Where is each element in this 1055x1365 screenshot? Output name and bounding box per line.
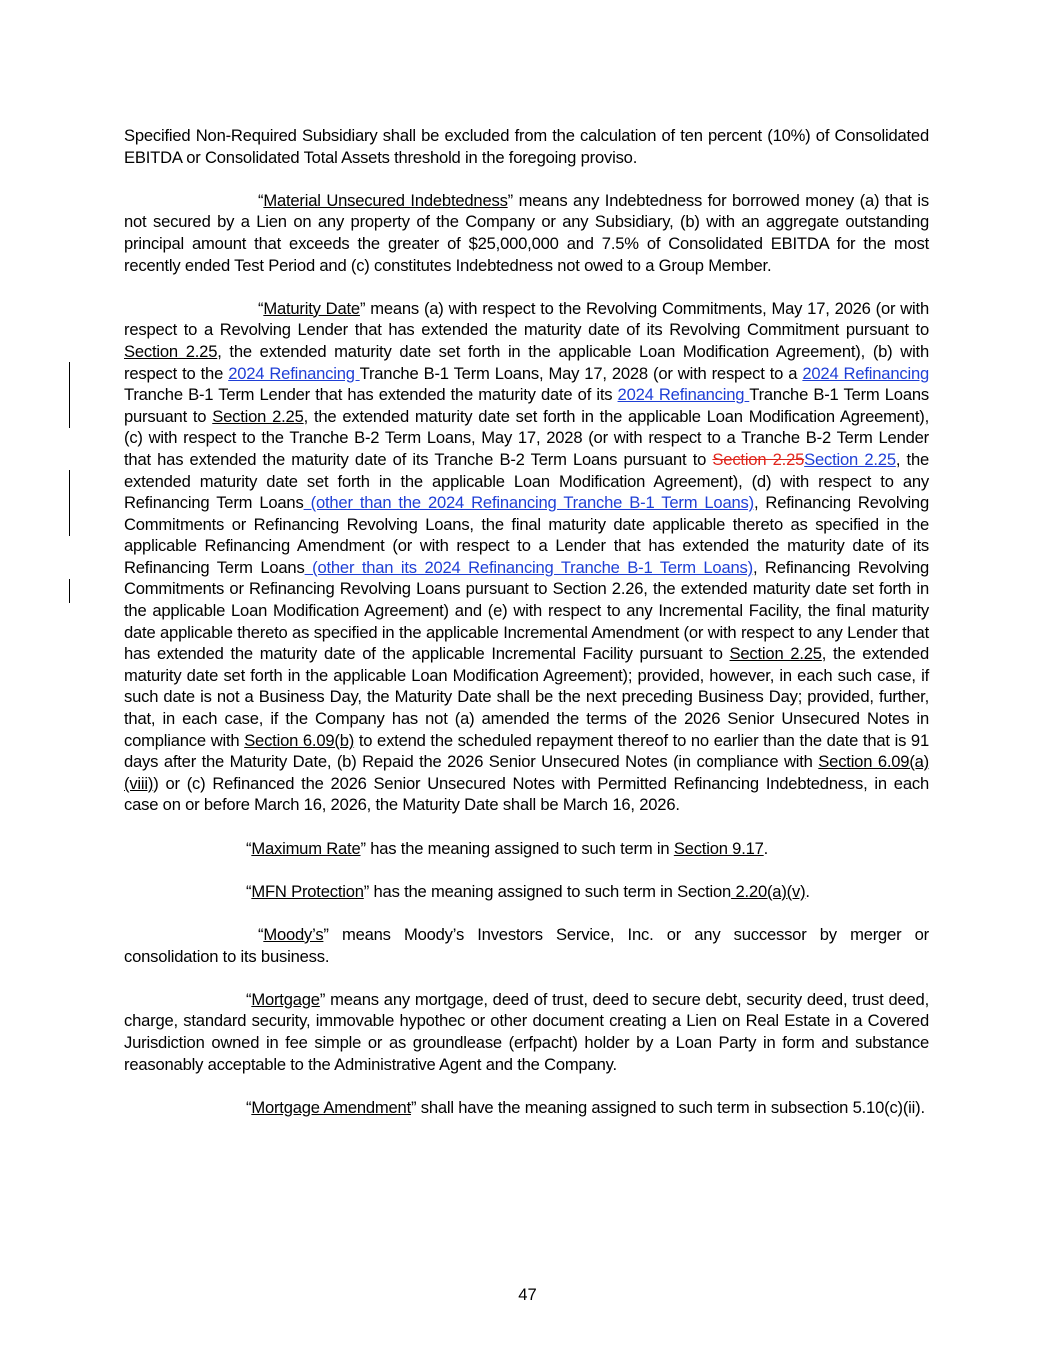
definition-mortgage-amendment: “Mortgage Amendment” shall have the meaning assigned to such term in subsection 5.10(c)(ii). <box>246 1097 925 1117</box>
section-reference: Section 6.09(b) <box>244 730 355 750</box>
section-reference: Section 9.17 <box>673 838 764 858</box>
defined-term: Moody’s <box>263 924 324 944</box>
definition-mfn-protection: “MFN Protection” has the meaning assigned to such term in Section 2.20(a)(v). <box>246 881 810 901</box>
definition-maturity-date: “Maturity Date” means (a) with respect to the Revolving Commitments, May 17, 2026 (or with respect to a Revolving Lender that has extended the maturity date of its Revolving Commitment pursuant to Section 2.25, the extended maturity date set forth in the applicable Loan Modification Agreement), (b) with respect to the 2024 Refinancing Tranche B-1 Term Loans, May 17, 2028 (or with respect to a 2024 Refinancing Tranche B-1 Term Lender that has extended the maturity date of its 2024 Refinancing Tranche B-1 Term Loans pursuant to Section 2.25, the extended maturity date set forth in the applicable Loan Modification Agreement), (c) with respect to the Tranche B-2 Term Loans, May 17, 2028 (or with respect to a Tranche B-2 Term Lender that has extended the maturity date of its Tranche B-2 Term Loans pursuant to Section 2.25Section 2.25, the extended maturity date set forth in the applicable Loan Modification Agreement), (d) with respect to any Refinancing Term Loans (other than the 2024 Refinancing Tranche B-1 Term Loans), Refinancing Revolving Commitments or Refinancing Revolving Loans, the final maturity date applicable thereto as specified in the applicable Refinancing Amendment (or with respect to a Lender that has extended the maturity date of its Refinancing Term Loans (other than its 2024 Refinancing Tranche B-1 Term Loans), Refinancing Revolving Commitments or Refinancing Revolving Loans pursuant to Section 2.26, the extended maturity date set forth in the applicable Loan Modification Agreement) and (e) with respect to any Incremental Facility, the final maturity date applicable thereto as specified in the applicable Incremental Amendment (or with respect to any Lender that has extended the maturity date of the applicable Incremental Facility pursuant to Section 2.25, the extended maturity date set forth in the applicable Loan Modification Agreement); provided, however, in each such case, if such date is not a Business Day, the Maturity Date shall be the next preceding Business Day; provided, further, that, in each case, if the Company has not (a) amended the terms of the 2026 Senior Unsecured Notes in compliance with Section 6.09(b) to extend the scheduled repayment thereof to no earlier than the date that is 91 days after the Maturity Date, (b) Repaid the 2026 Senior Unsecured Notes (in compliance with Section 6.09(a)(viii)) or (c) Refinanced the 2026 Senior Unsecured Notes with Permitted Refinancing Indebtedness, in each case on or before March 16, 2026, the Maturity Date shall be March 16, 2026. <box>124 298 930 815</box>
change-bar <box>69 362 70 428</box>
paragraph-text: Specified Non-Required Subsidiary shall be excluded from the calculation of ten percent (10%) of Consolidated EBITDA or Consolidated Total Assets threshold in the foregoing proviso. <box>124 126 929 167</box>
section-reference: Section 2.25 <box>729 644 822 664</box>
definition-material-unsecured-indebtedness: “Material Unsecured Indebtedness” means any Indebtedness for borrowed money (a) that is not secured by a Lien on any property of the Company or any Subsidiary, (b) with an aggregate outstanding principal amount that exceeds the greater of $25,000,000 and 7.5% of Consolidated EBITDA for the most recently ended Test Period and (c) constitutes Indebtedness not owed to a Group Member. <box>124 190 929 275</box>
inserted-text: 2024 Refinancing <box>617 385 750 405</box>
defined-term: Maturity Date <box>263 298 360 318</box>
inserted-text: 2024 Refinancing <box>228 363 360 383</box>
defined-term: MFN Protection <box>251 881 364 901</box>
page-number: 47 <box>518 1285 537 1304</box>
section-reference: 2.20(a)(v) <box>731 881 806 901</box>
defined-term: Material Unsecured Indebtedness <box>263 190 508 210</box>
document-body <box>124 125 929 1140</box>
paragraph-proviso-continuation <box>124 125 929 168</box>
inserted-text: (other than its 2024 Refinancing Tranche B-1 Term Loans) <box>304 557 753 577</box>
inserted-text: Section 2.25 <box>804 449 896 469</box>
section-reference: Section 2.25 <box>124 341 218 361</box>
deleted-text: Section 2.25 <box>712 449 805 469</box>
definition-moodys: “Moody’s” means Moody’s Investors Service, Inc. or any successor by merger or consolidation to its business. <box>124 924 929 966</box>
defined-term: Maximum Rate <box>251 838 361 858</box>
section-reference: Section 2.25 <box>212 406 304 426</box>
definition-maximum-rate: “Maximum Rate” has the meaning assigned to such term in Section 9.17. <box>246 838 769 858</box>
change-bar <box>69 470 70 536</box>
section-reference: Section 6.09(a)(viii) <box>124 752 929 793</box>
inserted-text: (other than the 2024 Refinancing Tranche B-1 Term Loans) <box>303 493 754 513</box>
definition-mortgage: “Mortgage” means any mortgage, deed of trust, deed to secure debt, security deed, trust deed, charge, standard security, immovable hypothec or other document creating a Lien on Real Estate in a Covered Jurisdiction owned in fee simple or as groundlease (erfpacht) holder by a Loan Party in form and substance reasonably acceptable to the Administrative Agent and the Company. <box>124 989 929 1074</box>
defined-term: Mortgage <box>251 989 320 1009</box>
inserted-text: 2024 Refinancing <box>802 363 929 383</box>
change-bar <box>69 579 70 603</box>
defined-term: Mortgage Amendment <box>251 1097 411 1117</box>
